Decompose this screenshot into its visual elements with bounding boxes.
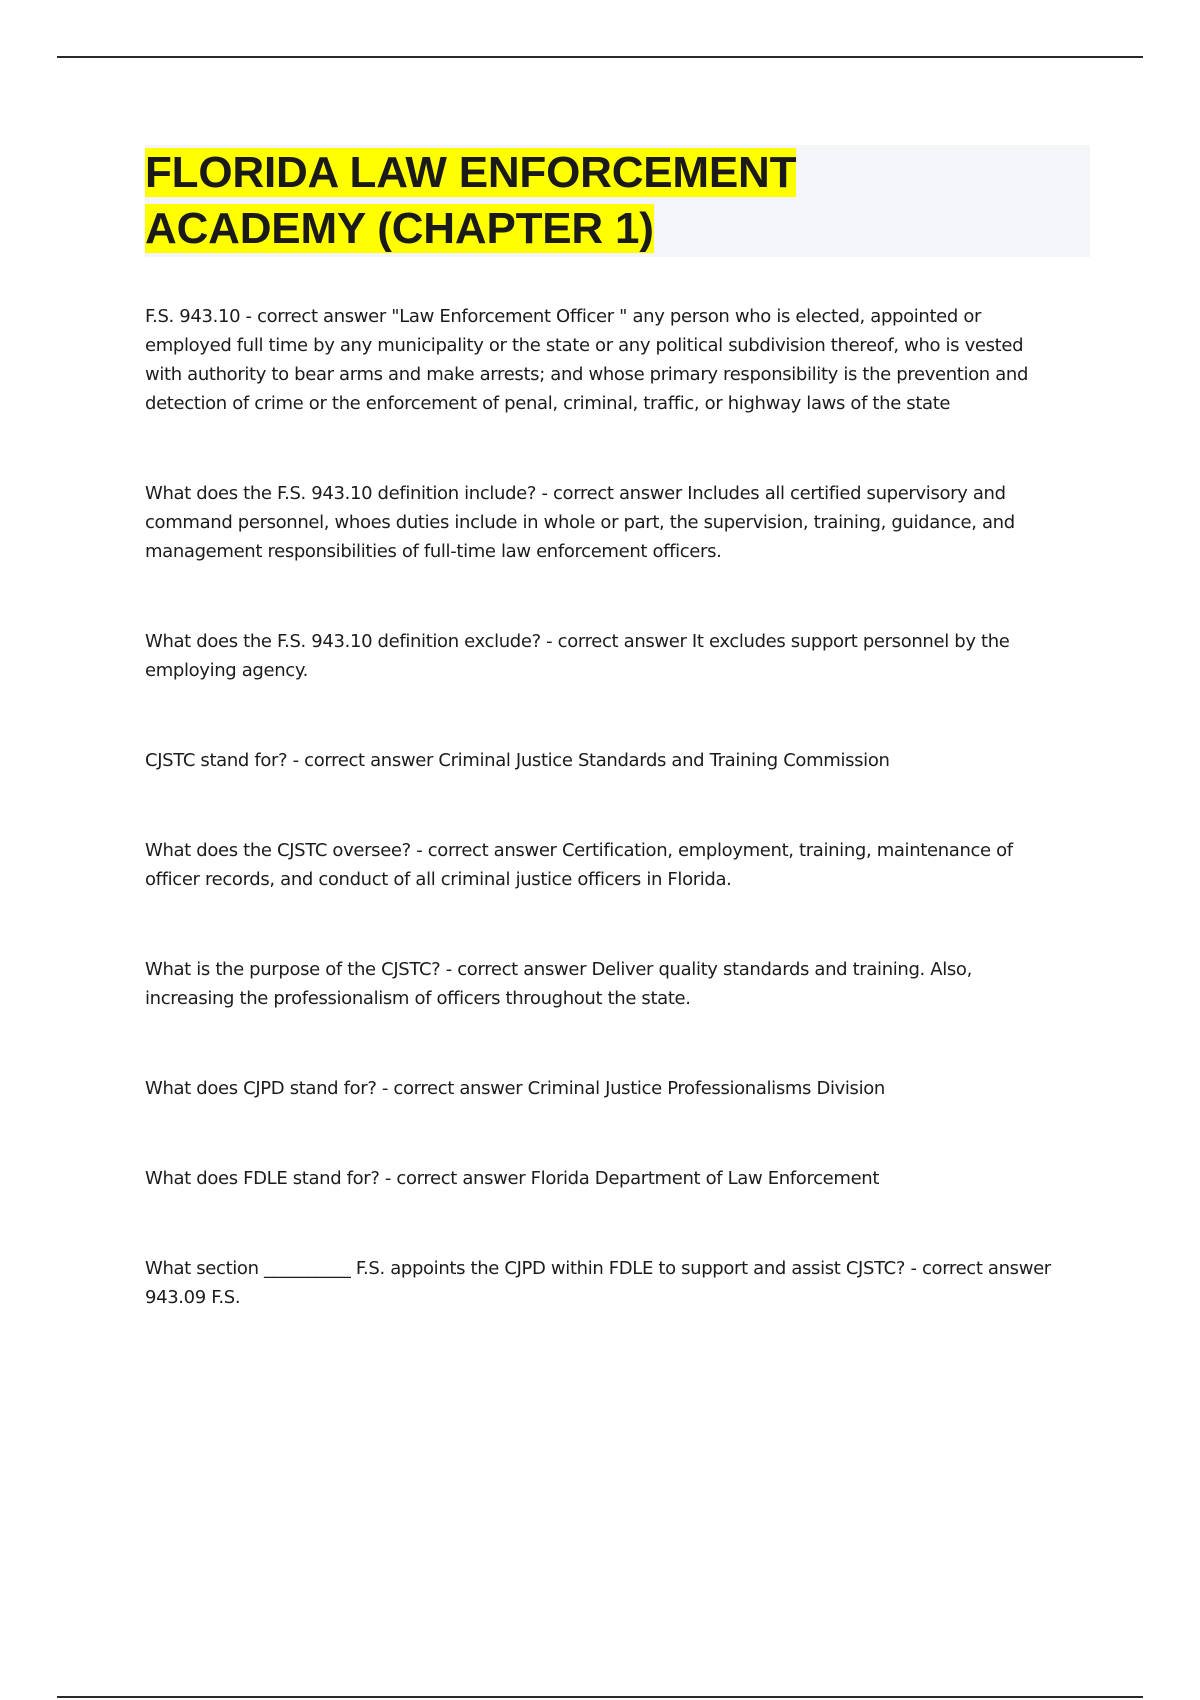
title-band <box>145 145 1090 257</box>
qa-entry: What does the F.S. 943.10 definition include? - correct answer Includes all certified supervisory and command personnel, whoes duties include in whole or part, the supervision, training, guidance, and management responsibilities of full-time law enforcement officers. <box>145 483 1015 562</box>
bottom-rule <box>57 1696 1143 1698</box>
qa-entry: What does FDLE stand for? - correct answer Florida Department of Law Enforcement <box>145 1168 880 1189</box>
top-rule <box>57 56 1143 58</box>
qa-entry: What is the purpose of the CJSTC? - correct answer Deliver quality standards and training. Also, increasing the professionalism of officers throughout the state. <box>145 959 972 1009</box>
qa-entry: CJSTC stand for? - correct answer Criminal Justice Standards and Training Commission <box>145 750 890 771</box>
qa-entry: What section __________ F.S. appoints the CJPD within FDLE to support and assist CJSTC? - correct answer 943.09 F.S. <box>145 1258 1051 1308</box>
qa-entry: What does CJPD stand for? - correct answer Criminal Justice Professionalisms Division <box>145 1078 885 1099</box>
title-line-2: ACADEMY (CHAPTER 1) <box>145 204 654 253</box>
qa-entry: What does the F.S. 943.10 definition exclude? - correct answer It excludes support personnel by the employing agency. <box>145 631 1010 681</box>
qa-list <box>145 302 1065 1312</box>
qa-entry: What does the CJSTC oversee? - correct answer Certification, employment, training, maintenance of officer records, and conduct of all criminal justice officers in Florida. <box>145 840 1013 890</box>
qa-entry: F.S. 943.10 - correct answer "Law Enforcement Officer " any person who is elected, appointed or employed full time by any municipality or the state or any political subdivision thereof, who is vested with authority to bear arms and make arrests; and whose primary responsibility is the prevention and detection of crime or the enforcement of penal, criminal, traffic, or highway laws of the state <box>145 306 1029 414</box>
document-title <box>145 145 1090 257</box>
title-line-1: FLORIDA LAW ENFORCEMENT <box>145 148 797 197</box>
